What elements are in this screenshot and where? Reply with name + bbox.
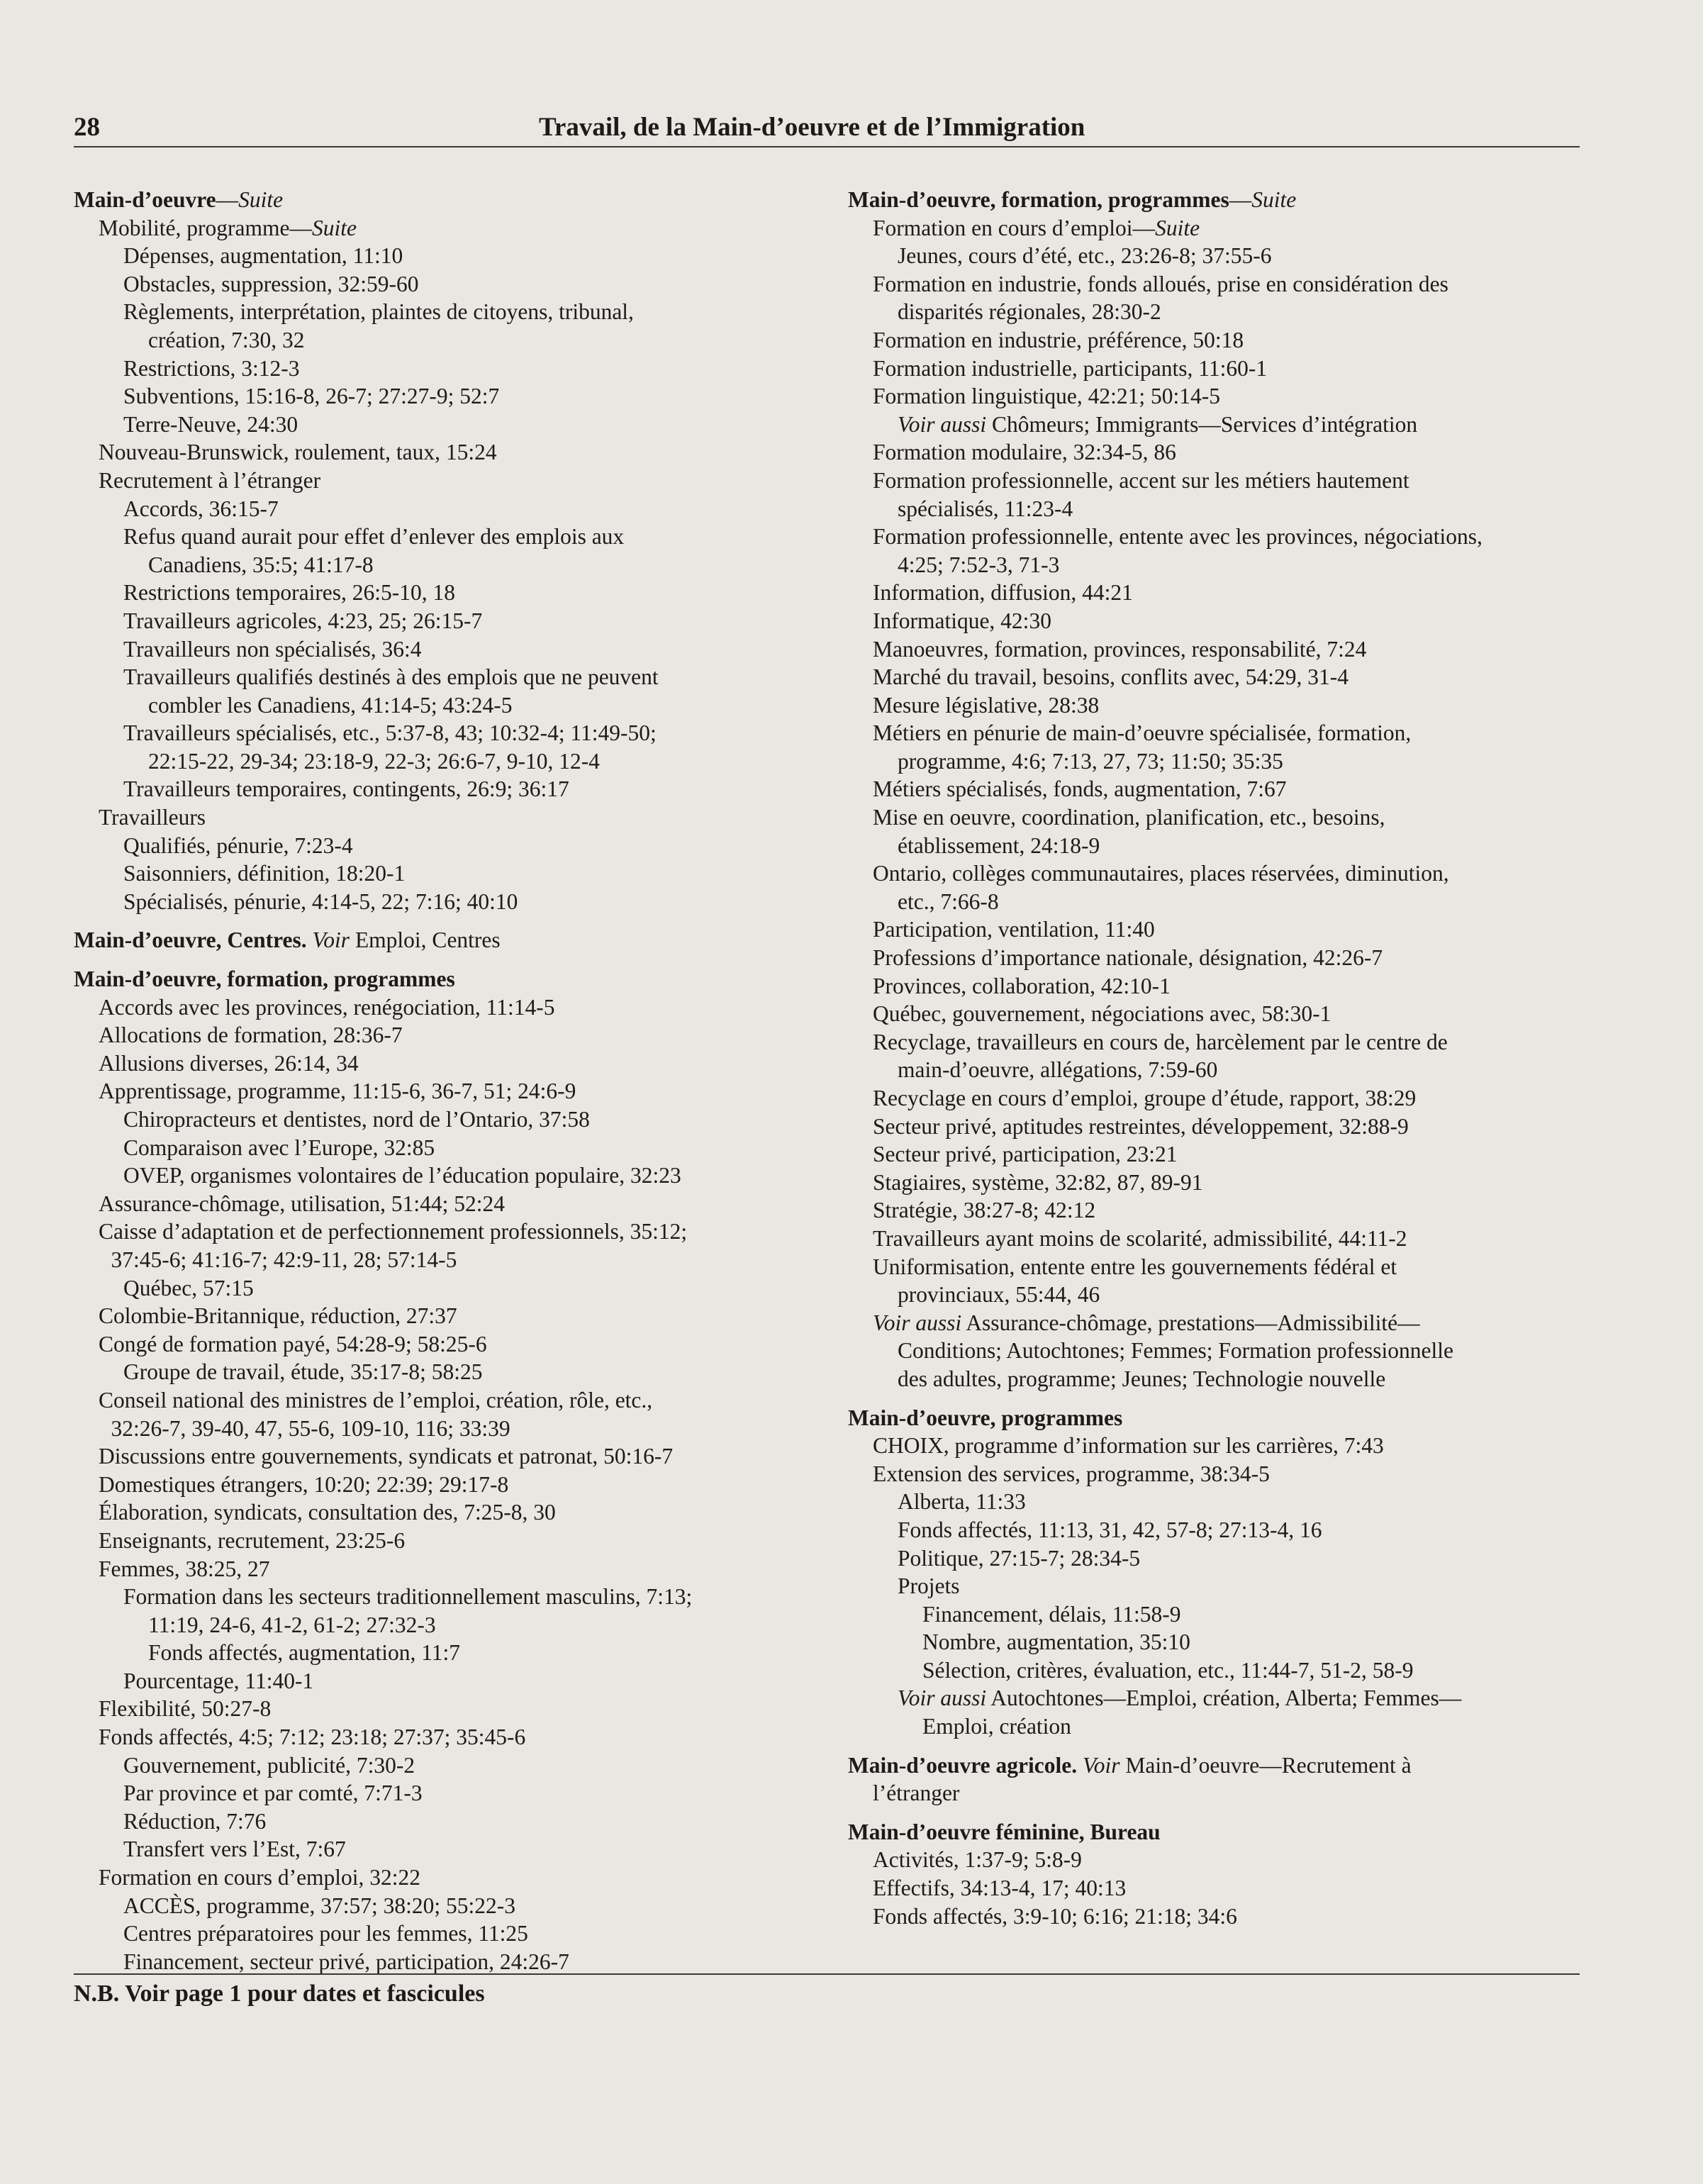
index-entry: Caisse d’adaptation et de perfectionnement professionnels, 35:12;	[99, 1219, 688, 1244]
index-entry: CHOIX, programme d’information sur les carrières, 7:43	[873, 1433, 1384, 1459]
index-entry: Terre-Neuve, 24:30	[123, 411, 298, 437]
index-entry: Par province et par comté, 7:71-3	[123, 1781, 423, 1806]
index-entry: Refus quand aurait pour effet d’enlever des emplois aux	[123, 524, 625, 550]
index-entry: spécialisés, 11:23-4	[898, 496, 1073, 521]
index-entry: création, 7:30, 32	[148, 327, 305, 352]
index-entry: Fonds affectés, 4:5; 7:12; 23:18; 27:37; 35:45-6	[99, 1725, 526, 1750]
index-entry: Fonds affectés, 3:9-10; 6:16; 21:18; 34:6	[873, 1903, 1237, 1929]
index-entry: Restrictions, 3:12-3	[123, 355, 300, 381]
index-entry: Discussions entre gouvernements, syndicats et patronat, 50:16-7	[99, 1444, 674, 1469]
index-entry: Formation modulaire, 32:34-5, 86	[873, 440, 1176, 465]
index-entry: Travailleurs agricoles, 4:23, 25; 26:15-7	[123, 608, 483, 633]
index-heading: Main-d’oeuvre—Suite	[74, 187, 284, 212]
index-entry: Fonds affectés, augmentation, 11:7	[148, 1640, 461, 1666]
index-entry: Manoeuvres, formation, provinces, responsabilité, 7:24	[873, 636, 1367, 662]
index-entry: Apprentissage, programme, 11:15-6, 36-7, 51; 24:6-9	[99, 1079, 576, 1104]
index-entry: Recyclage en cours d’emploi, groupe d’étude, rapport, 38:29	[873, 1086, 1417, 1110]
index-entry: Travailleurs	[99, 805, 206, 830]
index-entry: des adultes, programme; Jeunes; Technologie nouvelle	[898, 1366, 1386, 1391]
index-entry: Travailleurs non spécialisés, 36:4	[123, 636, 422, 662]
index-entry: Formation industrielle, participants, 11:60-1	[873, 355, 1268, 381]
index-entry: Fonds affectés, 11:13, 31, 42, 57-8; 27:13-4, 16	[898, 1517, 1322, 1542]
index-entry: 11:19, 24-6, 41-2, 61-2; 27:32-3	[148, 1612, 436, 1637]
index-entry: Gouvernement, publicité, 7:30-2	[123, 1752, 415, 1778]
index-entry: Formation linguistique, 42:21; 50:14-5	[873, 384, 1220, 409]
index-entry: Travailleurs temporaires, contingents, 26:9; 36:17	[123, 776, 569, 802]
index-entry: Centres préparatoires pour les femmes, 11:25	[123, 1921, 528, 1946]
index-entry: etc., 7:66-8	[898, 888, 999, 914]
index-entry: Voir aussi Assurance-chômage, prestations—Admissibilité—	[873, 1310, 1420, 1335]
index-entry: Effectifs, 34:13-4, 17; 40:13	[873, 1876, 1127, 1901]
index-entry: Mobilité, programme—Suite	[99, 215, 357, 240]
index-entry: Colombie-Britannique, réduction, 27:37	[99, 1303, 457, 1329]
index-entry: Allocations de formation, 28:36-7	[99, 1023, 403, 1048]
index-entry: Groupe de travail, étude, 35:17-8; 58:25	[123, 1359, 483, 1385]
index-entry: Transfert vers l’Est, 7:67	[123, 1837, 346, 1862]
index-entry: Enseignants, recrutement, 23:25-6	[99, 1527, 406, 1553]
header-rule	[74, 146, 1580, 147]
index-entry: Mise en oeuvre, coordination, planification, etc., besoins,	[873, 805, 1385, 830]
index-entry: Stratégie, 38:27-8; 42:12	[873, 1198, 1096, 1223]
index-entry: Secteur privé, participation, 23:21	[873, 1142, 1178, 1167]
index-entry: Provinces, collaboration, 42:10-1	[873, 973, 1171, 998]
index-entry: Canadiens, 35:5; 41:17-8	[148, 552, 374, 577]
index-entry: Mesure législative, 28:38	[873, 692, 1100, 718]
index-entry: Ontario, collèges communautaires, places réservées, diminution,	[873, 861, 1449, 886]
index-entry: Québec, gouvernement, négociations avec, 58:30-1	[873, 1001, 1331, 1027]
index-column-right	[848, 186, 1585, 1930]
index-entry: Formation dans les secteurs traditionnellement masculins, 7:13;	[123, 1584, 693, 1610]
index-entry: Conseil national des ministres de l’emploi, création, rôle, etc.,	[99, 1387, 653, 1413]
index-entry: Québec, 57:15	[123, 1275, 254, 1300]
index-entry: Femmes, 38:25, 27	[99, 1556, 270, 1581]
index-entry: Projets	[898, 1573, 960, 1599]
index-entry: Métiers spécialisés, fonds, augmentation, 7:67	[873, 776, 1287, 802]
index-entry: Chiropracteurs et dentistes, nord de l’Ontario, 37:58	[123, 1107, 590, 1132]
index-heading: Main-d’oeuvre féminine, Bureau	[848, 1819, 1161, 1844]
index-entry: Travailleurs ayant moins de scolarité, admissibilité, 44:11-2	[873, 1225, 1407, 1251]
index-heading: Main-d’oeuvre, Centres. Voir Emploi, Centres	[74, 927, 501, 953]
index-entry: Stagiaires, système, 32:82, 87, 89-91	[873, 1169, 1203, 1195]
index-entry: Congé de formation payé, 54:28-9; 58:25-6	[99, 1331, 487, 1356]
index-entry: Nombre, augmentation, 35:10	[922, 1629, 1190, 1655]
index-entry: main-d’oeuvre, allégations, 7:59-60	[898, 1057, 1218, 1083]
index-entry: Information, diffusion, 44:21	[873, 580, 1133, 606]
index-entry: Jeunes, cours d’été, etc., 23:26-8; 37:55-6	[898, 243, 1272, 269]
index-entry: Élaboration, syndicats, consultation des, 7:25-8, 30	[99, 1500, 556, 1525]
index-entry: Uniformisation, entente entre les gouvernements fédéral et	[873, 1254, 1397, 1279]
index-entry: Qualifiés, pénurie, 7:23-4	[123, 832, 353, 858]
index-entry: Nouveau-Brunswick, roulement, taux, 15:24	[99, 440, 497, 465]
index-entry: Sélection, critères, évaluation, etc., 11:44-7, 51-2, 58-9	[922, 1657, 1414, 1683]
index-entry: Conditions; Autochtones; Femmes; Formation professionnelle	[898, 1338, 1453, 1364]
index-entry: Formation en cours d’emploi, 32:22	[99, 1865, 421, 1890]
index-entry: Extension des services, programme, 38:34-5	[873, 1461, 1270, 1486]
index-entry: Travailleurs spécialisés, etc., 5:37-8, 43; 10:32-4; 11:49-50;	[123, 720, 657, 746]
index-entry: Saisonniers, définition, 18:20-1	[123, 861, 406, 886]
index-entry: Obstacles, suppression, 32:59-60	[123, 271, 419, 296]
index-entry: Politique, 27:15-7; 28:34-5	[898, 1545, 1141, 1571]
index-entry: 22:15-22, 29-34; 23:18-9, 22-3; 26:6-7, 9-10, 12-4	[148, 748, 600, 774]
index-entry: Formation professionnelle, entente avec les provinces, négociations,	[873, 524, 1483, 550]
index-entry: Réduction, 7:76	[123, 1808, 267, 1834]
index-entry: Informatique, 42:30	[873, 608, 1051, 633]
index-entry: ACCÈS, programme, 37:57; 38:20; 55:22-3	[123, 1893, 515, 1918]
index-entry: Financement, secteur privé, participation, 24:26-7	[123, 1949, 569, 1974]
index-heading: Main-d’oeuvre, formation, programmes—Suite	[848, 187, 1297, 212]
index-entry: Accords avec les provinces, renégociation, 11:14-5	[99, 994, 555, 1020]
index-entry: Comparaison avec l’Europe, 32:85	[123, 1135, 435, 1160]
index-entry: Formation en industrie, préférence, 50:18	[873, 327, 1244, 352]
index-entry: Règlements, interprétation, plaintes de citoyens, tribunal,	[123, 299, 634, 325]
index-entry: Formation en industrie, fonds alloués, prise en considération des	[873, 271, 1448, 296]
index-entry: provinciaux, 55:44, 46	[898, 1282, 1100, 1308]
index-entry: Domestiques étrangers, 10:20; 22:39; 29:17-8	[99, 1471, 509, 1497]
index-heading: Main-d’oeuvre, formation, programmes	[74, 966, 455, 992]
index-entry: établissement, 24:18-9	[898, 832, 1100, 858]
index-heading: Main-d’oeuvre, programmes	[848, 1405, 1123, 1430]
footer-note: N.B. Voir page 1 pour dates et fascicules	[74, 1980, 485, 2007]
index-entry: Participation, ventilation, 11:40	[873, 917, 1155, 942]
index-entry: Dépenses, augmentation, 11:10	[123, 243, 403, 269]
index-entry: Secteur privé, aptitudes restreintes, développement, 32:88-9	[873, 1113, 1409, 1139]
index-entry: Recrutement à l’étranger	[99, 467, 321, 493]
index-entry: Spécialisés, pénurie, 4:14-5, 22; 7:16; 40:10	[123, 888, 518, 914]
index-entry: 4:25; 7:52-3, 71-3	[898, 552, 1060, 577]
index-entry: Accords, 36:15-7	[123, 496, 279, 521]
index-heading: Main-d’oeuvre agricole. Voir Main-d’oeuvre—Recrutement à	[848, 1752, 1412, 1778]
index-entry: Marché du travail, besoins, conflits avec, 54:29, 31-4	[873, 664, 1349, 690]
index-entry: l’étranger	[873, 1781, 960, 1806]
index-entry: Allusions diverses, 26:14, 34	[99, 1050, 359, 1076]
index-entry: Activités, 1:37-9; 5:8-9	[873, 1847, 1082, 1873]
index-entry: Voir aussi Chômeurs; Immigrants—Services d’intégration	[898, 411, 1418, 437]
running-title: Travail, de la Main-d’oeuvre et de l’Immigration	[539, 113, 1085, 142]
index-entry: Métiers en pénurie de main-d’oeuvre spécialisée, formation,	[873, 720, 1412, 746]
index-entry: Pourcentage, 11:40-1	[123, 1668, 314, 1693]
index-entry: combler les Canadiens, 41:14-5; 43:24-5	[148, 692, 513, 718]
index-entry: disparités régionales, 28:30-2	[898, 299, 1161, 325]
index-entry: Flexibilité, 50:27-8	[99, 1696, 272, 1722]
index-entry: Travailleurs qualifiés destinés à des emplois que ne peuvent	[123, 664, 659, 690]
index-entry: Formation professionnelle, accent sur les métiers hautement	[873, 467, 1409, 493]
index-column-left	[74, 186, 811, 1976]
index-entry: Emploi, création	[922, 1714, 1071, 1739]
index-entry: OVEP, organismes volontaires de l’éducation populaire, 32:23	[123, 1163, 681, 1188]
page-number: 28	[74, 113, 100, 142]
index-entry: Alberta, 11:33	[898, 1489, 1026, 1515]
index-entry: Restrictions temporaires, 26:5-10, 18	[123, 580, 456, 606]
index-entry: Professions d’importance nationale, désignation, 42:26-7	[873, 945, 1383, 971]
index-entry: Financement, délais, 11:58-9	[922, 1601, 1181, 1627]
index-entry: programme, 4:6; 7:13, 27, 73; 11:50; 35:35	[898, 748, 1283, 774]
footer-rule	[74, 1973, 1580, 1975]
index-entry: 37:45-6; 41:16-7; 42:9-11, 28; 57:14-5	[111, 1247, 457, 1272]
index-entry: Recyclage, travailleurs en cours de, harcèlement par le centre de	[873, 1029, 1448, 1054]
index-entry: Voir aussi Autochtones—Emploi, création, Alberta; Femmes—	[898, 1686, 1462, 1711]
index-entry: Formation en cours d’emploi—Suite	[873, 215, 1200, 240]
index-entry: Subventions, 15:16-8, 26-7; 27:27-9; 52:7	[123, 384, 500, 409]
index-entry: Assurance-chômage, utilisation, 51:44; 52:24	[99, 1191, 506, 1216]
index-entry: 32:26-7, 39-40, 47, 55-6, 109-10, 116; 33:39	[111, 1415, 510, 1441]
